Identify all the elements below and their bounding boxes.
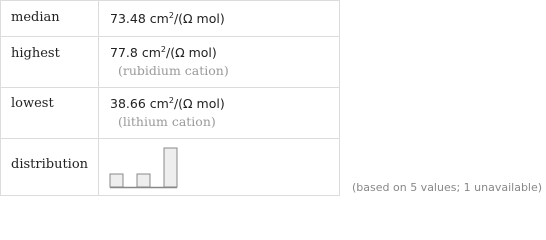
highest-value <box>110 45 217 60</box>
highest-value-unit-tail: /(Ω mol) <box>165 45 217 60</box>
distribution-label-cell <box>1 139 99 195</box>
highest-label-cell <box>1 37 99 87</box>
lowest-value-unit-tail: /(Ω mol) <box>173 96 225 111</box>
lowest-value-unit-exponent: 2 <box>168 96 174 105</box>
highest-row <box>1 37 339 88</box>
distribution-row <box>1 139 339 195</box>
highest-value-cell <box>99 37 339 87</box>
highest-value-number: 77.8 <box>110 45 138 60</box>
distribution-histogram <box>108 147 188 191</box>
lowest-value-cell <box>99 88 339 138</box>
distribution-label: distribution <box>11 157 89 172</box>
median-label-cell <box>1 1 99 36</box>
lowest-label: lowest <box>11 96 54 111</box>
histogram-bar <box>137 174 150 187</box>
lowest-label-cell <box>1 88 99 138</box>
highest-value-unit-exponent: 2 <box>160 45 166 54</box>
median-value <box>110 11 225 26</box>
footnote: (based on 5 values; 1 unavailable) <box>352 181 543 194</box>
highest-value-unit-base: cm <box>141 45 161 60</box>
distribution-value-cell <box>99 139 339 195</box>
median-row <box>1 1 339 37</box>
histogram-bar <box>110 174 123 187</box>
lowest-note: (lithium cation) <box>118 114 216 129</box>
median-label: median <box>11 10 60 25</box>
highest-label: highest <box>11 46 60 61</box>
lowest-row <box>1 88 339 139</box>
median-value-unit-exponent: 2 <box>168 11 174 20</box>
highest-note: (rubidium cation) <box>118 63 229 78</box>
lowest-value <box>110 96 225 111</box>
lowest-value-number: 38.66 <box>110 96 146 111</box>
histogram-bar <box>164 148 177 187</box>
median-value-unit-base: cm <box>149 11 169 26</box>
median-value-cell <box>99 1 339 36</box>
median-value-number: 73.48 <box>110 11 146 26</box>
lowest-value-unit-base: cm <box>149 96 169 111</box>
median-value-unit-tail: /(Ω mol) <box>173 11 225 26</box>
